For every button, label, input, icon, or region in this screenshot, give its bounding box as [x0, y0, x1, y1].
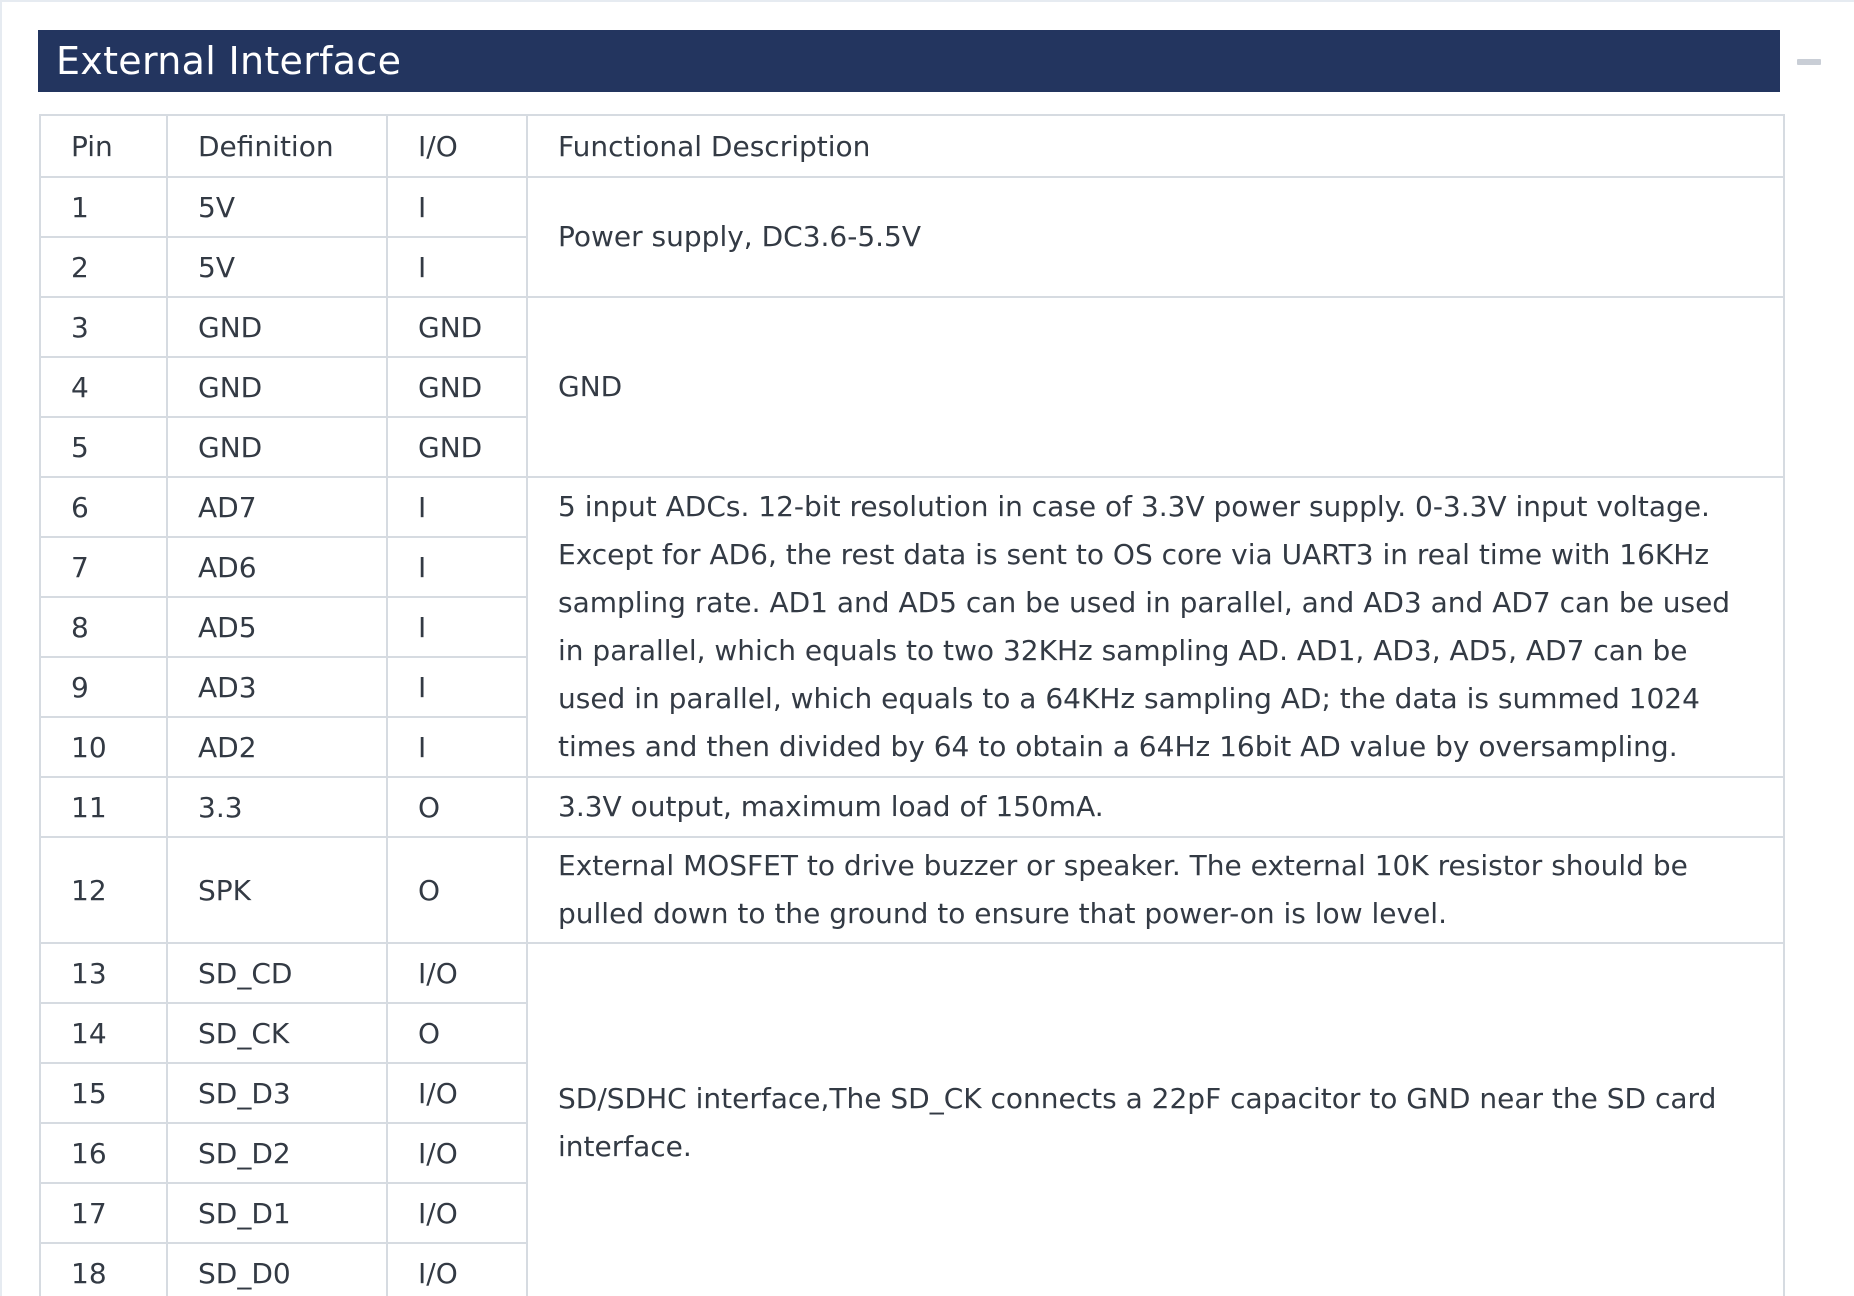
header-definition: Definition: [167, 115, 387, 177]
definition-cell: 5V: [167, 177, 387, 237]
io-cell: I: [387, 237, 527, 297]
definition-cell: AD7: [167, 477, 387, 537]
definition-cell: SPK: [167, 837, 387, 943]
pin-cell: 4: [40, 357, 167, 417]
io-cell: I: [387, 537, 527, 597]
table-row: [40, 177, 1784, 237]
definition-cell: SD_D1: [167, 1183, 387, 1243]
table-row: [40, 777, 1784, 837]
io-cell: I: [387, 597, 527, 657]
definition-cell: SD_CD: [167, 943, 387, 1003]
io-cell: GND: [387, 417, 527, 477]
definition-cell: AD2: [167, 717, 387, 777]
header-io: I/O: [387, 115, 527, 177]
io-cell: I/O: [387, 1243, 527, 1296]
description-cell: 3.3V output, maximum load of 150mA.: [527, 777, 1784, 837]
description-cell: Power supply, DC3.6-5.5V: [527, 177, 1784, 297]
pin-cell: 9: [40, 657, 167, 717]
pin-cell: 14: [40, 1003, 167, 1063]
description-cell: External MOSFET to drive buzzer or speaker. The external 10K resistor should be pulled down to the ground to ensure that power-on is low level.: [527, 837, 1784, 943]
table-row: [40, 477, 1784, 537]
description-cell: SD/SDHC interface,The SD_CK connects a 22pF capacitor to GND near the SD card interface.: [527, 943, 1784, 1296]
pin-cell: 6: [40, 477, 167, 537]
definition-cell: SD_CK: [167, 1003, 387, 1063]
io-cell: I: [387, 657, 527, 717]
pin-cell: 1: [40, 177, 167, 237]
io-cell: I: [387, 177, 527, 237]
table-row: [40, 297, 1784, 357]
definition-cell: SD_D2: [167, 1123, 387, 1183]
definition-cell: GND: [167, 297, 387, 357]
pin-cell: 16: [40, 1123, 167, 1183]
pin-cell: 8: [40, 597, 167, 657]
definition-cell: AD6: [167, 537, 387, 597]
io-cell: I/O: [387, 1123, 527, 1183]
pin-cell: 12: [40, 837, 167, 943]
description-cell: 5 input ADCs. 12-bit resolution in case of 3.3V power supply. 0-3.3V input voltage. Except for AD6, the rest data is sent to OS core via UART3 in real time with 16KHz sampling rate. AD1 and AD5 can be used in parallel, and AD3 and AD7 can be used in parallel, which equals to two 32KHz sampling AD. AD1, AD3, AD5, AD7 can be used in parallel, which equals to a 64KHz sampling AD; the data is summed 1024 times and then divided by 64 to obtain a 64Hz 16bit AD value by oversampling.: [527, 477, 1784, 777]
header-description: Functional Description: [527, 115, 1784, 177]
pin-cell: 17: [40, 1183, 167, 1243]
table-row: [40, 837, 1784, 943]
io-cell: I: [387, 477, 527, 537]
section-title: External Interface: [56, 39, 402, 83]
pin-cell: 3: [40, 297, 167, 357]
io-cell: GND: [387, 297, 527, 357]
definition-cell: AD5: [167, 597, 387, 657]
definition-cell: SD_D0: [167, 1243, 387, 1296]
pin-cell: 13: [40, 943, 167, 1003]
definition-cell: AD3: [167, 657, 387, 717]
pin-cell: 11: [40, 777, 167, 837]
io-cell: GND: [387, 357, 527, 417]
io-cell: I/O: [387, 1063, 527, 1123]
pin-cell: 10: [40, 717, 167, 777]
definition-cell: 3.3: [167, 777, 387, 837]
minus-icon: [1797, 59, 1821, 65]
header-pin: Pin: [40, 115, 167, 177]
interface-table: [39, 114, 1785, 1296]
io-cell: I/O: [387, 1183, 527, 1243]
pin-cell: 7: [40, 537, 167, 597]
pin-cell: 18: [40, 1243, 167, 1296]
io-cell: O: [387, 1003, 527, 1063]
pin-cell: 2: [40, 237, 167, 297]
definition-cell: SD_D3: [167, 1063, 387, 1123]
io-cell: I: [387, 717, 527, 777]
io-cell: I/O: [387, 943, 527, 1003]
table-header-row: [40, 115, 1784, 177]
section-header: [38, 30, 1780, 92]
pin-cell: 5: [40, 417, 167, 477]
definition-cell: GND: [167, 357, 387, 417]
table-row: [40, 943, 1784, 1003]
definition-cell: GND: [167, 417, 387, 477]
io-cell: O: [387, 837, 527, 943]
description-cell: GND: [527, 297, 1784, 477]
io-cell: O: [387, 777, 527, 837]
collapse-button[interactable]: [1792, 50, 1826, 74]
pin-cell: 15: [40, 1063, 167, 1123]
definition-cell: 5V: [167, 237, 387, 297]
interface-table-container: [39, 114, 1783, 1296]
